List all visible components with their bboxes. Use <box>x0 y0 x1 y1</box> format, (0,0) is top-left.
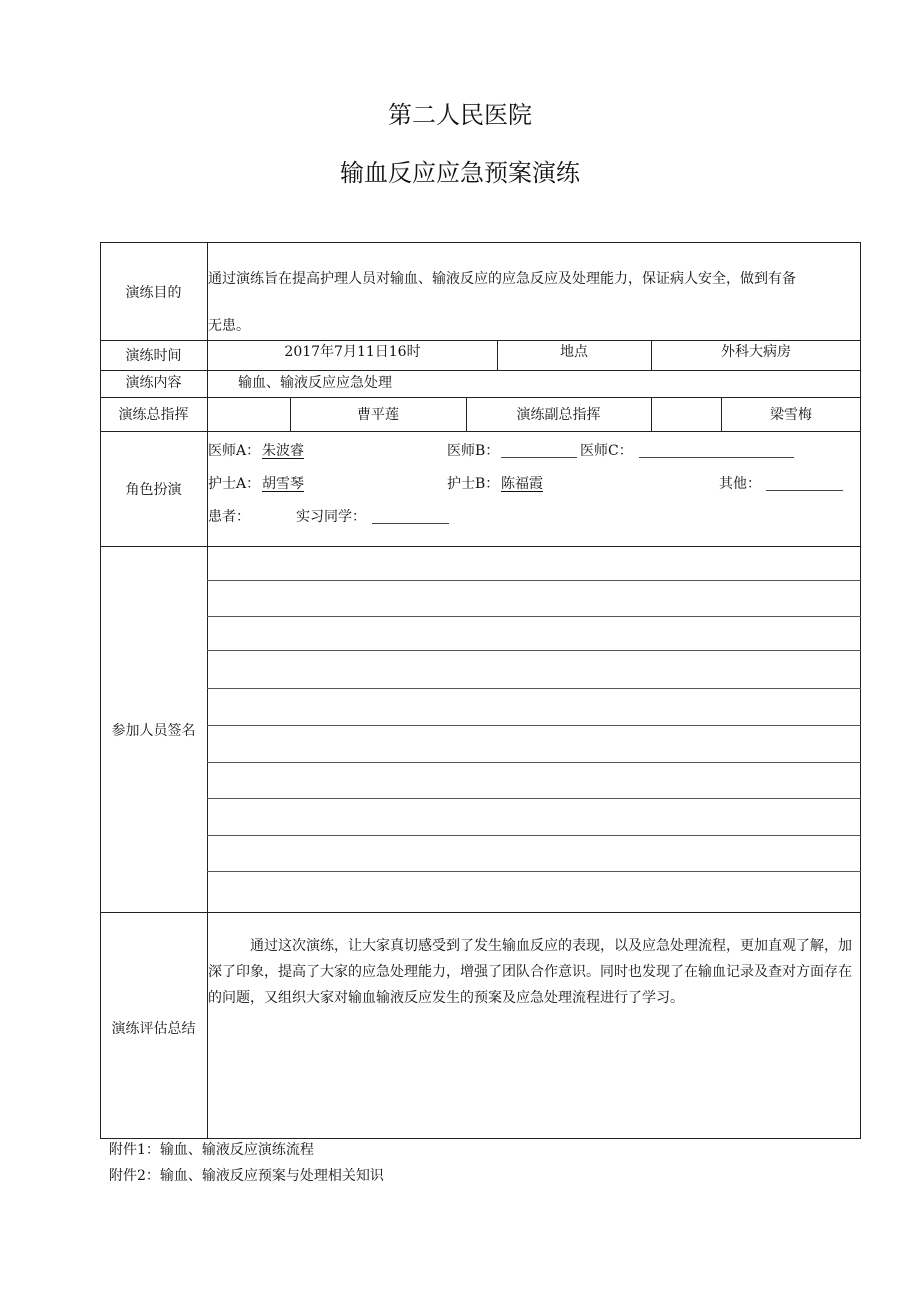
content-label: 演练内容 <box>125 375 182 391</box>
row-divider <box>100 431 861 432</box>
cell-divider <box>651 397 652 431</box>
nurse-a-label: 护士A： <box>208 476 261 492</box>
content-value: 输血、输液反应应急处理 <box>238 375 392 391</box>
signature-line[interactable] <box>207 580 861 581</box>
signature-line[interactable] <box>207 650 861 651</box>
nurse-a-value: 胡雪琴 <box>262 476 304 492</box>
signatures-label: 参加人员签名 <box>111 723 196 739</box>
attachment-2: 附件2：输血、输液反应预案与处理相关知识 <box>109 1168 384 1184</box>
row-divider <box>100 340 861 341</box>
intern-label: 实习同学： <box>296 509 366 525</box>
purpose-text-line1: 通过演练旨在提高护理人员对输血、输液反应的应急反应及处理能力，保证病人安全，做到有备 <box>208 271 796 287</box>
intern-blank[interactable] <box>372 523 449 524</box>
row-divider <box>100 370 861 371</box>
time-label: 演练时间 <box>125 348 182 364</box>
doctor-a-label: 医师A： <box>208 443 261 459</box>
row-divider <box>100 397 861 398</box>
signature-line[interactable] <box>207 688 861 689</box>
doctor-c-label: 医师C： <box>580 443 633 459</box>
nurse-b-value: 陈福霞 <box>501 476 543 492</box>
row-divider <box>100 912 861 913</box>
deputy-commander-value: 梁雪梅 <box>770 407 812 423</box>
roles-label: 角色扮演 <box>125 482 182 498</box>
signature-line[interactable] <box>207 725 861 726</box>
signature-line[interactable] <box>207 762 861 763</box>
doctor-b-blank[interactable] <box>501 457 577 458</box>
signature-line[interactable] <box>207 616 861 617</box>
nurse-b-label: 护士B： <box>447 476 500 492</box>
location-value: 外科大病房 <box>721 344 791 360</box>
commander-label: 演练总指挥 <box>118 407 189 423</box>
purpose-text-line2: 无患。 <box>208 318 250 334</box>
doctor-c-blank[interactable] <box>639 457 794 458</box>
deputy-commander-label: 演练副总指挥 <box>516 407 601 423</box>
signature-line[interactable] <box>207 798 861 799</box>
commander-value: 曹平莲 <box>357 407 399 423</box>
hospital-name: 第二人民医院 <box>388 101 532 129</box>
row-divider <box>100 546 861 547</box>
doctor-a-value: 朱波睿 <box>262 443 304 459</box>
patient-label: 患者： <box>208 509 250 525</box>
signature-line[interactable] <box>207 835 861 836</box>
location-label: 地点 <box>560 344 588 360</box>
drill-title: 输血反应应急预案演练 <box>340 159 580 187</box>
other-label: 其他： <box>719 476 761 492</box>
evaluation-label: 演练评估总结 <box>111 1021 196 1037</box>
signature-line[interactable] <box>207 871 861 872</box>
evaluation-text: 通过这次演练，让大家真切感受到了发生输血反应的表现，以及应急处理流程，更加直观了解，加深了印象，提高了大家的应急处理能力，增强了团队合作意识。同时也发现了在输血记录及查对方面存在的问题，又组织大家对输血输液反应发生的预案及应急处理流程进行了学习。 <box>208 938 852 1006</box>
doctor-b-label: 医师B： <box>447 443 500 459</box>
time-value: 2017年7月11日16时 <box>284 344 421 360</box>
purpose-label: 演练目的 <box>125 285 182 301</box>
other-blank[interactable] <box>766 490 843 491</box>
attachment-1: 附件1：输血、输液反应演练流程 <box>109 1142 314 1158</box>
